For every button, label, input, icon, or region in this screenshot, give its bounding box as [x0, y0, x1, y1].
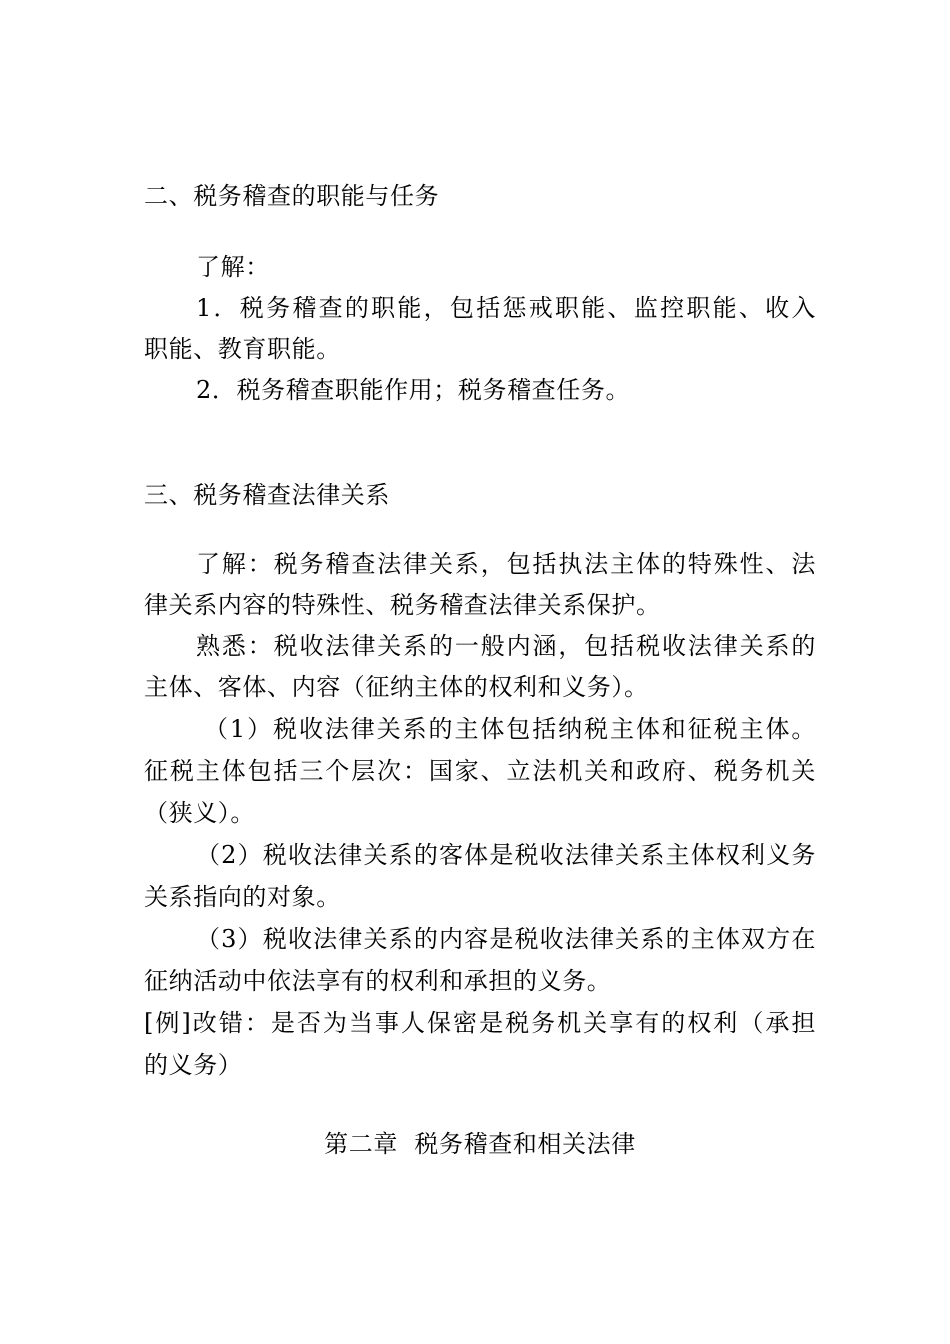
- section-3-point-1-line-2: 征税主体包括三个层次：国家、立法机关和政府、税务机关: [144, 757, 816, 785]
- section-3-familiar-line-1: 熟悉：税收法律关系的一般内涵，包括税收法律关系的: [196, 632, 816, 660]
- section-3-understand-line-2: 律关系内容的特殊性、税务稽查法律关系保护。: [144, 591, 661, 619]
- section-3-point-2-line-1: （2）税收法律关系的客体是税收法律关系主体权利义务: [196, 841, 816, 869]
- section-2-heading: 二、税务稽查的职能与任务: [144, 182, 440, 210]
- section-3-point-1-line-1: （1）税收法律关系的主体包括纳税主体和征税主体。: [204, 715, 816, 743]
- section-2-item-1-line-1: 1．税务稽查的职能，包括惩戒职能、监控职能、收入: [196, 294, 816, 322]
- section-3-familiar-line-2: 主体、客体、内容（征纳主体的权利和义务）。: [144, 673, 649, 701]
- section-3-point-3-line-1: （3）税收法律关系的内容是税收法律关系的主体双方在: [196, 925, 816, 953]
- section-2-understand-label: 了解：: [196, 253, 270, 281]
- section-3-point-2-line-2: 关系指向的对象。: [144, 883, 341, 911]
- section-3-example-line-1: [例]改错：是否为当事人保密是税务机关享有的权利（承担: [144, 1009, 816, 1037]
- document-page: [144, 0, 816, 1344]
- section-3-understand-line-1: 了解：税务稽查法律关系，包括执法主体的特殊性、法: [196, 550, 816, 578]
- section-3-example-line-2: 的义务）: [144, 1051, 243, 1079]
- section-2-item-2: 2．税务稽查职能作用；税务稽查任务。: [196, 376, 631, 404]
- section-2-item-1-line-2: 职能、教育职能。: [144, 335, 341, 363]
- section-3-point-1-line-3: （狭义）。: [144, 799, 255, 827]
- chapter-2-title: 第二章 税务稽查和相关法律: [324, 1130, 636, 1158]
- section-3-heading: 三、税务稽查法律关系: [144, 481, 390, 509]
- section-3-point-3-line-2: 征纳活动中依法享有的权利和承担的义务。: [144, 967, 612, 995]
